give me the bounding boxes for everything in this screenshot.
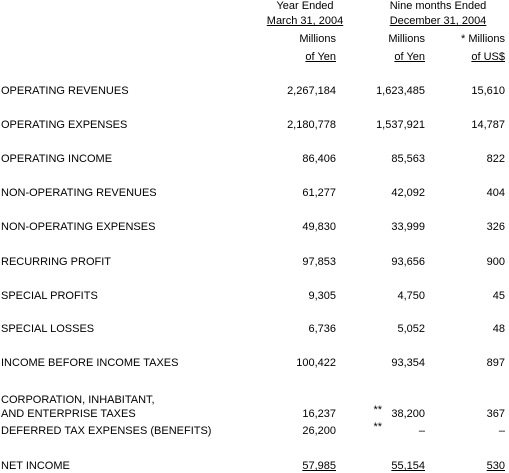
row-value-usd: 326 (486, 221, 505, 233)
row-value-usd: 48 (492, 323, 505, 335)
row-label: SPECIAL LOSSES (1, 323, 95, 335)
row-label: OPERATING REVENUES (1, 85, 129, 97)
row-value-2004-nine: 42,092 (391, 187, 425, 199)
row-label: OPERATING EXPENSES (1, 119, 128, 131)
taxes-value-nine: 38,200 (391, 408, 425, 420)
row-value-2004-nine: 33,999 (391, 221, 425, 233)
row-value-2004-nine: 93,354 (391, 357, 425, 369)
net-income-value-2004: 57,985 (302, 460, 336, 472)
row-label: INCOME BEFORE INCOME TAXES (1, 357, 179, 369)
col3-unit: * Millions (460, 33, 505, 45)
net-income-label: NET INCOME (1, 460, 70, 472)
taxes-value-2004: 16,237 (302, 408, 336, 420)
taxes-label-line2: AND ENTERPRISE TAXES (1, 408, 136, 420)
row-label: OPERATING INCOME (1, 153, 113, 165)
taxes-footnote-marker: ** (373, 404, 382, 416)
row-value-usd: 15,610 (471, 85, 505, 97)
header-year-ended-date: March 31, 2004 (266, 15, 344, 27)
header-nine-months: Nine months Ended (389, 0, 487, 12)
row-value-2004: 61,277 (302, 187, 336, 199)
row-value-usd: 404 (486, 187, 505, 199)
row-value-2004: 49,830 (302, 221, 336, 233)
deferred-value-2004: 26,200 (302, 425, 336, 437)
row-label: NON-OPERATING REVENUES (1, 187, 157, 199)
row-value-2004-nine: 1,537,921 (376, 119, 425, 131)
col1-unit: Millions (299, 33, 336, 45)
row-value-2004: 2,267,184 (287, 85, 336, 97)
row-value-2004-nine: 4,750 (397, 290, 425, 302)
net-income-value-usd: 530 (486, 460, 505, 472)
taxes-value-usd: 367 (486, 408, 505, 420)
row-label: NON-OPERATING EXPENSES (1, 221, 156, 233)
net-income-value-nine: 55,154 (391, 460, 425, 472)
header-year-ended: Year Ended (276, 0, 334, 12)
row-value-2004: 6,736 (308, 323, 336, 335)
row-label: RECURRING PROFIT (1, 256, 111, 268)
taxes-label-line1: CORPORATION, INHABITANT, (1, 394, 155, 406)
row-value-2004: 2,180,778 (287, 119, 336, 131)
col2-unit: Millions (388, 33, 425, 45)
col3-unit-sub: of US$ (471, 51, 505, 63)
row-label: SPECIAL PROFITS (1, 290, 98, 302)
row-value-usd: 14,787 (471, 119, 505, 131)
row-value-2004-nine: 1,623,485 (376, 85, 425, 97)
row-value-2004-nine: 93,656 (391, 256, 425, 268)
row-value-2004: 100,422 (296, 357, 336, 369)
row-value-usd: 897 (486, 357, 505, 369)
row-value-usd: 822 (486, 153, 505, 165)
deferred-label: DEFERRED TAX EXPENSES (BENEFITS) (1, 425, 212, 437)
row-value-usd: 45 (492, 290, 505, 302)
row-value-2004-nine: 5,052 (397, 323, 425, 335)
col2-unit-sub: of Yen (394, 51, 425, 63)
row-value-2004: 86,406 (302, 153, 336, 165)
row-value-2004: 97,853 (302, 256, 336, 268)
row-value-usd: 900 (486, 256, 505, 268)
deferred-value-nine: – (418, 425, 425, 437)
row-value-2004: 9,305 (308, 290, 336, 302)
header-nine-months-date: December 31, 2004 (389, 15, 487, 27)
deferred-footnote-marker: ** (373, 421, 382, 433)
row-value-2004-nine: 85,563 (391, 153, 425, 165)
deferred-value-usd: – (498, 425, 505, 437)
col1-unit-sub: of Yen (305, 51, 336, 63)
